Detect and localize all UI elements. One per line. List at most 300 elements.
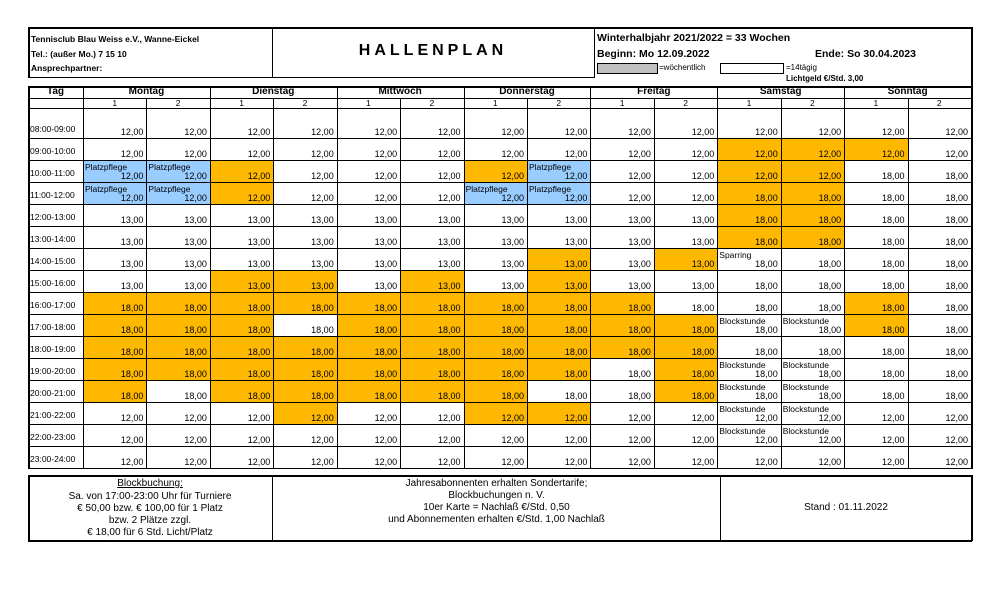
price-value: 12,00 bbox=[882, 149, 905, 159]
price-value: 12,00 bbox=[755, 435, 778, 445]
day-column-border bbox=[337, 86, 338, 469]
price-value: 12,00 bbox=[247, 413, 271, 423]
block-booking-line: bzw. 2 Plätze zzgl. bbox=[108, 515, 192, 526]
price-value: 13,00 bbox=[564, 215, 588, 225]
price-value: 18,00 bbox=[818, 325, 842, 335]
price-value: 12,00 bbox=[945, 435, 968, 445]
legend-weekly-swatch bbox=[597, 63, 658, 74]
time-column-border bbox=[83, 86, 84, 469]
price-value: 12,00 bbox=[882, 457, 905, 467]
price-value: 12,00 bbox=[247, 149, 271, 159]
day-header-2: Dienstag bbox=[252, 86, 295, 97]
price-value: 13,00 bbox=[184, 215, 207, 225]
time-slot: 18:00-19:00 bbox=[30, 344, 76, 354]
cell-note: Platzpflege bbox=[148, 184, 191, 194]
row-border bbox=[28, 358, 971, 359]
price-value: 13,00 bbox=[247, 215, 271, 225]
price-value: 13,00 bbox=[628, 215, 651, 225]
cell-note: Blockstunde bbox=[719, 360, 766, 370]
page-title: HALLENPLAN bbox=[358, 42, 508, 59]
price-value: 12,00 bbox=[501, 413, 524, 423]
price-value: 18,00 bbox=[438, 325, 461, 335]
price-value: 18,00 bbox=[438, 391, 461, 401]
block-booking-line: € 50,00 bzw. € 100,00 für 1 Platz bbox=[77, 503, 223, 514]
price-value: 12,00 bbox=[247, 127, 271, 137]
price-value: 18,00 bbox=[184, 391, 207, 401]
price-value: 18,00 bbox=[374, 303, 398, 313]
price-value: 12,00 bbox=[501, 127, 524, 137]
price-value: 18,00 bbox=[374, 325, 398, 335]
price-value: 18,00 bbox=[184, 369, 207, 379]
time-slot: 14:00-15:00 bbox=[30, 256, 76, 266]
price-value: 12,00 bbox=[628, 127, 651, 137]
price-value: 13,00 bbox=[311, 281, 334, 291]
price-value: 18,00 bbox=[501, 303, 524, 313]
price-value: 13,00 bbox=[184, 259, 207, 269]
price-value: 12,00 bbox=[374, 127, 398, 137]
price-value: 12,00 bbox=[374, 149, 398, 159]
price-value: 18,00 bbox=[564, 303, 588, 313]
price-value: 18,00 bbox=[818, 281, 842, 291]
price-value: 18,00 bbox=[564, 369, 588, 379]
time-slot: 12:00-13:00 bbox=[30, 212, 76, 222]
price-value: 18,00 bbox=[438, 369, 461, 379]
price-value: 12,00 bbox=[628, 435, 651, 445]
price-value: 18,00 bbox=[945, 171, 968, 181]
court-number: 1 bbox=[619, 98, 625, 108]
day-column-border bbox=[464, 86, 465, 469]
row-border bbox=[28, 468, 971, 469]
day-column-border bbox=[590, 86, 591, 469]
price-value: 12,00 bbox=[501, 193, 524, 203]
price-value: 18,00 bbox=[374, 391, 398, 401]
price-value: 18,00 bbox=[818, 369, 842, 379]
price-value: 18,00 bbox=[628, 369, 651, 379]
price-value: 18,00 bbox=[818, 391, 842, 401]
header-top-border bbox=[28, 27, 972, 29]
price-value: 13,00 bbox=[628, 237, 651, 247]
price-value: 13,00 bbox=[691, 281, 715, 291]
price-value: 18,00 bbox=[882, 171, 905, 181]
club-name: Tennisclub Blau Weiss e.V., Wanne-Eickel bbox=[31, 34, 200, 44]
price-value: 12,00 bbox=[628, 457, 651, 467]
tariff-line: 10er Karte = Nachlaß €/Std. 0,50 bbox=[423, 502, 570, 513]
price-value: 12,00 bbox=[818, 457, 842, 467]
block-booking-line: Sa. von 17:00-23:00 Uhr für Turniere bbox=[68, 491, 232, 502]
footer-right-border bbox=[971, 475, 973, 541]
table-right-border bbox=[971, 86, 973, 469]
price-value: 13,00 bbox=[691, 237, 715, 247]
price-value: 18,00 bbox=[755, 391, 778, 401]
price-value: 13,00 bbox=[691, 215, 715, 225]
price-value: 12,00 bbox=[311, 457, 334, 467]
court-number: 2 bbox=[429, 98, 435, 108]
price-value: 12,00 bbox=[374, 435, 398, 445]
price-value: 12,00 bbox=[311, 435, 334, 445]
price-value: 18,00 bbox=[438, 303, 461, 313]
court-number: 2 bbox=[810, 98, 815, 108]
price-value: 12,00 bbox=[438, 127, 461, 137]
price-value: 12,00 bbox=[501, 149, 524, 159]
time-slot: 16:00-17:00 bbox=[30, 300, 76, 310]
price-value: 12,00 bbox=[374, 457, 398, 467]
price-value: 13,00 bbox=[438, 281, 461, 291]
cell-note: Blockstunde bbox=[719, 316, 766, 326]
price-value: 12,00 bbox=[564, 149, 588, 159]
price-value: 18,00 bbox=[247, 325, 271, 335]
row-border bbox=[28, 138, 971, 139]
price-value: 13,00 bbox=[501, 215, 524, 225]
price-value: 12,00 bbox=[247, 457, 271, 467]
day-header-5: Freitag bbox=[637, 86, 671, 97]
price-value: 12,00 bbox=[184, 457, 207, 467]
price-value: 12,00 bbox=[691, 193, 715, 203]
price-value: 13,00 bbox=[374, 259, 398, 269]
price-value: 18,00 bbox=[882, 325, 905, 335]
row-border bbox=[28, 336, 971, 337]
tariff-line: Jahresabonnenten erhalten Sondertarife; bbox=[405, 478, 588, 489]
price-value: 12,00 bbox=[438, 149, 461, 159]
price-value: 12,00 bbox=[691, 171, 715, 181]
price-value: 18,00 bbox=[755, 215, 778, 225]
price-value: 12,00 bbox=[628, 149, 651, 159]
price-value: 12,00 bbox=[691, 149, 715, 159]
time-slot: 13:00-14:00 bbox=[30, 234, 76, 244]
price-value: 12,00 bbox=[564, 171, 588, 181]
price-value: 12,00 bbox=[945, 413, 968, 423]
price-value: 18,00 bbox=[755, 325, 778, 335]
price-value: 13,00 bbox=[247, 237, 271, 247]
cell-note: Sparring bbox=[719, 250, 752, 260]
price-value: 12,00 bbox=[120, 457, 144, 467]
price-value: 13,00 bbox=[120, 237, 144, 247]
header-right-border bbox=[971, 27, 973, 87]
price-value: 12,00 bbox=[120, 171, 144, 181]
price-value: 13,00 bbox=[120, 259, 144, 269]
legend-weekly-label: =wöchentlich bbox=[659, 63, 706, 72]
price-value: 18,00 bbox=[818, 215, 842, 225]
price-value: 18,00 bbox=[818, 237, 842, 247]
time-slot: 20:00-21:00 bbox=[30, 388, 76, 398]
price-value: 12,00 bbox=[945, 457, 968, 467]
price-value: 12,00 bbox=[628, 193, 651, 203]
day-header-4: Donnerstag bbox=[499, 86, 555, 97]
price-value: 12,00 bbox=[184, 193, 207, 203]
price-value: 18,00 bbox=[564, 347, 588, 357]
season-info: Winterhalbjahr 2021/2022 = 33 Wochen bbox=[597, 32, 791, 44]
price-value: 18,00 bbox=[818, 303, 842, 313]
court-header-border bbox=[28, 108, 971, 109]
price-value: 12,00 bbox=[691, 127, 715, 137]
price-value: 18,00 bbox=[247, 347, 271, 357]
price-value: 18,00 bbox=[501, 347, 524, 357]
price-value: 12,00 bbox=[945, 149, 968, 159]
price-value: 18,00 bbox=[755, 259, 778, 269]
court-number: 2 bbox=[302, 98, 308, 108]
price-value: 12,00 bbox=[564, 127, 588, 137]
cell-note: Platzpflege bbox=[465, 184, 508, 194]
price-value: 13,00 bbox=[438, 237, 461, 247]
court-number: 1 bbox=[873, 98, 879, 108]
price-value: 18,00 bbox=[755, 193, 778, 203]
price-value: 12,00 bbox=[374, 413, 398, 423]
price-value: 18,00 bbox=[945, 281, 968, 291]
price-value: 18,00 bbox=[311, 391, 334, 401]
price-value: 18,00 bbox=[501, 391, 524, 401]
court-number: 1 bbox=[112, 98, 118, 108]
price-value: 18,00 bbox=[120, 325, 144, 335]
price-value: 12,00 bbox=[564, 457, 588, 467]
stand-date: Stand : 01.11.2022 bbox=[804, 502, 888, 513]
price-value: 18,00 bbox=[691, 369, 715, 379]
price-value: 12,00 bbox=[755, 413, 778, 423]
price-value: 12,00 bbox=[628, 413, 651, 423]
row-border bbox=[28, 270, 971, 271]
court-number: 2 bbox=[936, 98, 942, 108]
day-column-border bbox=[210, 86, 211, 469]
time-slot: 22:00-23:00 bbox=[30, 432, 76, 442]
price-value: 12,00 bbox=[691, 435, 715, 445]
price-value: 12,00 bbox=[945, 127, 968, 137]
price-value: 18,00 bbox=[628, 347, 651, 357]
block-booking-line: € 18,00 für 6 Std. Licht/Platz bbox=[87, 527, 213, 538]
price-value: 12,00 bbox=[184, 171, 207, 181]
price-value: 18,00 bbox=[184, 347, 207, 357]
price-value: 18,00 bbox=[818, 193, 842, 203]
price-value: 13,00 bbox=[311, 215, 334, 225]
price-value: 18,00 bbox=[755, 237, 778, 247]
price-value: 12,00 bbox=[882, 127, 905, 137]
header-left-border bbox=[28, 27, 30, 78]
price-value: 18,00 bbox=[311, 369, 334, 379]
price-value: 18,00 bbox=[755, 347, 778, 357]
price-value: 12,00 bbox=[438, 435, 461, 445]
price-value: 18,00 bbox=[818, 347, 842, 357]
legend-biweekly-swatch bbox=[720, 63, 784, 74]
price-value: 13,00 bbox=[691, 259, 715, 269]
row-border bbox=[28, 204, 971, 205]
day-column-border bbox=[844, 86, 845, 469]
tariff-line: und Abonnementen erhalten €/Std. 1,00 Nachlaß bbox=[388, 514, 605, 525]
price-value: 13,00 bbox=[628, 281, 651, 291]
lichtgeld: Lichtgeld €/Std. 3,00 bbox=[786, 74, 864, 83]
price-value: 12,00 bbox=[438, 457, 461, 467]
price-value: 18,00 bbox=[691, 325, 715, 335]
price-value: 12,00 bbox=[691, 457, 715, 467]
price-value: 18,00 bbox=[501, 369, 524, 379]
price-value: 13,00 bbox=[501, 281, 524, 291]
price-value: 18,00 bbox=[882, 303, 905, 313]
price-value: 18,00 bbox=[120, 391, 144, 401]
header-bottom-border bbox=[28, 77, 595, 78]
price-value: 18,00 bbox=[945, 325, 968, 335]
day-header-7: Sonntag bbox=[887, 86, 928, 97]
legend-biweekly-label: =14tägig bbox=[786, 63, 817, 72]
price-value: 13,00 bbox=[564, 281, 588, 291]
cell-note: Platzpflege bbox=[529, 162, 572, 172]
season-begin: Beginn: Mo 12.09.2022 bbox=[597, 48, 710, 60]
price-value: 12,00 bbox=[501, 435, 524, 445]
time-slot: 15:00-16:00 bbox=[30, 278, 76, 288]
price-value: 12,00 bbox=[818, 127, 842, 137]
time-slot: 21:00-22:00 bbox=[30, 410, 76, 420]
price-value: 18,00 bbox=[882, 237, 905, 247]
cell-note: Blockstunde bbox=[782, 360, 830, 370]
price-value: 18,00 bbox=[691, 347, 715, 357]
cell-note: Blockstunde bbox=[782, 426, 830, 436]
court-number: 2 bbox=[683, 98, 688, 108]
price-value: 18,00 bbox=[311, 325, 334, 335]
price-value: 18,00 bbox=[628, 303, 651, 313]
price-value: 12,00 bbox=[818, 171, 842, 181]
price-value: 12,00 bbox=[818, 413, 842, 423]
time-slot: 23:00-24:00 bbox=[30, 454, 76, 464]
price-value: 18,00 bbox=[184, 303, 207, 313]
row-border bbox=[28, 446, 971, 447]
price-value: 18,00 bbox=[945, 369, 968, 379]
time-slot: 11:00-12:00 bbox=[30, 190, 75, 200]
block-booking-title: Blockbuchung: bbox=[117, 478, 183, 489]
price-value: 18,00 bbox=[438, 347, 461, 357]
price-value: 13,00 bbox=[564, 259, 588, 269]
price-value: 13,00 bbox=[438, 215, 461, 225]
cell-note: Platzpflege bbox=[529, 184, 572, 194]
price-value: 18,00 bbox=[120, 347, 144, 357]
price-value: 12,00 bbox=[501, 457, 524, 467]
price-value: 18,00 bbox=[882, 259, 905, 269]
price-value: 18,00 bbox=[628, 391, 651, 401]
season-end: Ende: So 30.04.2023 bbox=[815, 48, 916, 60]
price-value: 13,00 bbox=[184, 237, 207, 247]
time-slot: 08:00-09:00 bbox=[30, 124, 76, 134]
price-value: 18,00 bbox=[564, 391, 588, 401]
price-value: 18,00 bbox=[882, 369, 905, 379]
price-value: 12,00 bbox=[374, 193, 398, 203]
price-value: 12,00 bbox=[882, 435, 905, 445]
court-number: 1 bbox=[239, 98, 244, 108]
price-value: 12,00 bbox=[311, 193, 334, 203]
price-value: 18,00 bbox=[564, 325, 588, 335]
price-value: 13,00 bbox=[120, 281, 144, 291]
price-value: 12,00 bbox=[564, 435, 588, 445]
price-value: 12,00 bbox=[311, 149, 334, 159]
price-value: 12,00 bbox=[184, 413, 207, 423]
price-value: 12,00 bbox=[818, 435, 842, 445]
day-header-3: Mittwoch bbox=[378, 86, 422, 97]
price-value: 18,00 bbox=[120, 369, 144, 379]
time-slot: 17:00-18:00 bbox=[30, 322, 76, 332]
price-value: 12,00 bbox=[120, 127, 144, 137]
day-header-label: Tag bbox=[46, 86, 65, 97]
row-border bbox=[28, 248, 971, 249]
club-phone: Tel.: (außer Mo.) 7 15 10 bbox=[31, 49, 127, 59]
cell-note: Blockstunde bbox=[719, 404, 766, 414]
price-value: 13,00 bbox=[564, 237, 588, 247]
price-value: 12,00 bbox=[374, 171, 398, 181]
price-value: 18,00 bbox=[247, 369, 271, 379]
price-value: 12,00 bbox=[120, 413, 144, 423]
price-value: 18,00 bbox=[945, 303, 968, 313]
price-value: 12,00 bbox=[438, 413, 461, 423]
price-value: 13,00 bbox=[374, 215, 398, 225]
price-value: 18,00 bbox=[945, 259, 968, 269]
price-value: 13,00 bbox=[438, 259, 461, 269]
cell-note: Blockstunde bbox=[782, 404, 830, 414]
court-number: 1 bbox=[746, 98, 752, 108]
price-value: 13,00 bbox=[501, 259, 524, 269]
row-border bbox=[28, 160, 971, 161]
price-value: 13,00 bbox=[374, 281, 398, 291]
price-value: 18,00 bbox=[247, 303, 271, 313]
price-value: 13,00 bbox=[247, 259, 271, 269]
price-value: 18,00 bbox=[945, 391, 968, 401]
price-value: 18,00 bbox=[374, 347, 398, 357]
price-value: 18,00 bbox=[755, 369, 778, 379]
price-value: 12,00 bbox=[755, 457, 778, 467]
price-value: 12,00 bbox=[438, 193, 461, 203]
price-value: 12,00 bbox=[247, 193, 271, 203]
price-value: 18,00 bbox=[374, 369, 398, 379]
price-value: 18,00 bbox=[945, 347, 968, 357]
price-value: 13,00 bbox=[247, 281, 271, 291]
price-value: 12,00 bbox=[438, 171, 461, 181]
court-number: 1 bbox=[492, 98, 498, 108]
price-value: 13,00 bbox=[501, 237, 524, 247]
price-value: 12,00 bbox=[755, 171, 778, 181]
day-header-1: Montag bbox=[128, 86, 165, 97]
court-number: 2 bbox=[556, 98, 562, 108]
price-value: 18,00 bbox=[184, 325, 207, 335]
price-value: 18,00 bbox=[691, 391, 715, 401]
price-value: 12,00 bbox=[184, 435, 207, 445]
price-value: 12,00 bbox=[184, 127, 207, 137]
price-value: 18,00 bbox=[691, 303, 715, 313]
price-value: 12,00 bbox=[247, 171, 271, 181]
price-value: 13,00 bbox=[184, 281, 207, 291]
price-value: 18,00 bbox=[311, 303, 334, 313]
row-border bbox=[28, 380, 971, 381]
price-value: 12,00 bbox=[564, 413, 588, 423]
row-border bbox=[28, 226, 971, 227]
price-value: 18,00 bbox=[311, 347, 334, 357]
cell-note: Blockstunde bbox=[719, 426, 766, 436]
row-border bbox=[28, 314, 971, 315]
row-border bbox=[28, 182, 971, 183]
price-value: 13,00 bbox=[311, 237, 334, 247]
price-value: 12,00 bbox=[184, 149, 207, 159]
price-value: 12,00 bbox=[501, 171, 524, 181]
tariff-line: Blockbuchungen n. V. bbox=[448, 490, 545, 501]
price-value: 12,00 bbox=[691, 413, 715, 423]
price-value: 18,00 bbox=[501, 325, 524, 335]
price-value: 12,00 bbox=[247, 435, 271, 445]
cell-note: Platzpflege bbox=[85, 162, 128, 172]
price-value: 12,00 bbox=[755, 149, 778, 159]
contact-label: Ansprechpartner: bbox=[31, 63, 103, 73]
price-value: 12,00 bbox=[882, 413, 905, 423]
price-value: 18,00 bbox=[755, 281, 778, 291]
price-value: 12,00 bbox=[755, 127, 778, 137]
cell-note: Blockstunde bbox=[782, 316, 830, 326]
row-border bbox=[28, 424, 971, 425]
footer-top-border bbox=[28, 475, 972, 477]
price-value: 12,00 bbox=[818, 149, 842, 159]
cell-note: Platzpflege bbox=[85, 184, 128, 194]
price-value: 18,00 bbox=[247, 391, 271, 401]
row-border bbox=[28, 292, 971, 293]
price-value: 12,00 bbox=[311, 413, 334, 423]
price-value: 18,00 bbox=[818, 259, 842, 269]
